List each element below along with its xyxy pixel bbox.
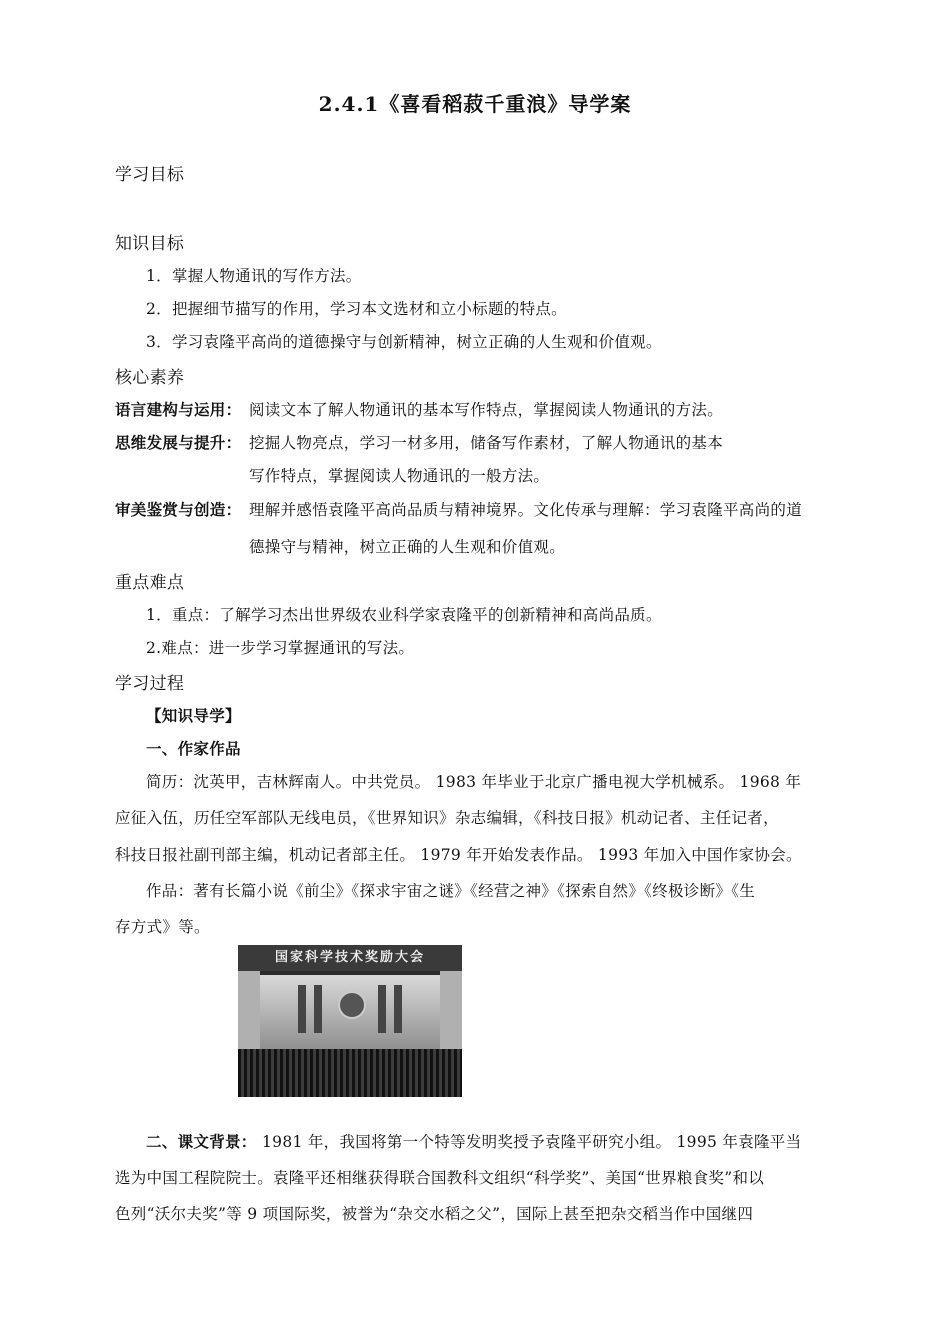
national-emblem-icon [338,991,366,1019]
heading-knowledge-goals: 知识目标 [115,234,185,254]
works-line-1: 作品：著有长篇小说《前尘》《探求宇宙之谜》《经营之神》《探索自然》《终极诊断》《生 [146,882,756,900]
knowledge-item-1: 1．掌握人物通讯的写作方法。 [146,267,362,285]
literacy-language-text: 阅读文本了解人物通讯的基本写作特点，掌握阅读人物通讯的方法。 [249,401,724,419]
audience [238,1049,462,1097]
flag [394,985,402,1033]
knowledge-item-2: 2．把握细节描写的作用，学习本文选材和立小标题的特点。 [146,300,567,318]
heading-core-literacy: 核心素养 [115,368,185,388]
heading-process: 学习过程 [115,674,185,694]
heading-key-points: 重点难点 [115,573,185,593]
literacy-thinking-label: 思维发展与提升： [115,433,242,452]
guide-label: 【知识导学】 [146,706,241,725]
curtain-left [238,971,260,1061]
knowledge-item-3: 3．学习袁隆平高尚的道德操守与创新精神，树立正确的人生观和价值观。 [146,333,662,351]
literacy-aesthetic-text-2: 德操守与精神，树立正确的人生观和价值观。 [249,538,566,556]
background-label: 二、课文背景： [146,1132,257,1151]
background-line-2: 选为中国工程院院士。袁隆平还相继获得联合国教科文组织“科学奖”、美国“世界粮食奖”和以 [115,1169,765,1187]
bio-line-1: 简历：沈英甲，吉林辉南人。中共党员。 1983 年毕业于北京广播电视大学机械系。 1968 年 [146,773,802,791]
literacy-thinking-text-2: 写作特点，掌握阅读人物通讯的一般方法。 [249,467,550,485]
flag [378,985,386,1033]
bio-line-3: 科技日报社副刊部主编，机动记者部主任。 1979 年开始发表作品。 1993 年加入中国作家协会。 [115,846,802,864]
background-line-1: 1981 年，我国将第一个特等发明奖授予袁隆平研究小组。 1995 年袁隆平当 [262,1133,802,1151]
key-item-1: 1．重点：了解学习杰出世界级农业科学家袁隆平的创新精神和高尚品质。 [146,606,662,624]
flag [298,985,306,1033]
literacy-aesthetic-label: 审美鉴赏与创造： [115,500,242,519]
key-item-2: 2.难点：进一步学习掌握通讯的写法。 [146,639,415,657]
literacy-language-label: 语言建构与运用： [115,400,242,419]
bio-line-2: 应征入伍，历任空军部队无线电员，《世界知识》杂志编辑，《科技日报》机动记者、主任记者， [115,809,779,827]
literacy-thinking-text-1: 挖掘人物亮点，学习一材多用，储备写作素材，了解人物通讯的基本 [249,434,724,452]
flag [314,985,322,1033]
document-title: 2.4.1《喜看稻菽千重浪》导学案 [318,92,632,116]
author-heading: 一、作家作品 [146,739,241,758]
works-line-2: 存方式》等。 [115,918,210,936]
curtain-right [440,971,462,1061]
heading-learning-goals: 学习目标 [115,165,185,185]
background-line-3: 色列“沃尔夫奖”等 9 项国际奖，被誉为“杂交水稻之父”，国际上甚至把杂交稻当作中国继四 [115,1205,754,1223]
award-ceremony-photo [238,945,462,1097]
literacy-aesthetic-text-1: 理解并感悟袁隆平高尚品质与精神境界。文化传承与理解：学习袁隆平高尚的道 [249,501,803,519]
photo-banner: 国家科学技术奖励大会 [238,945,462,971]
